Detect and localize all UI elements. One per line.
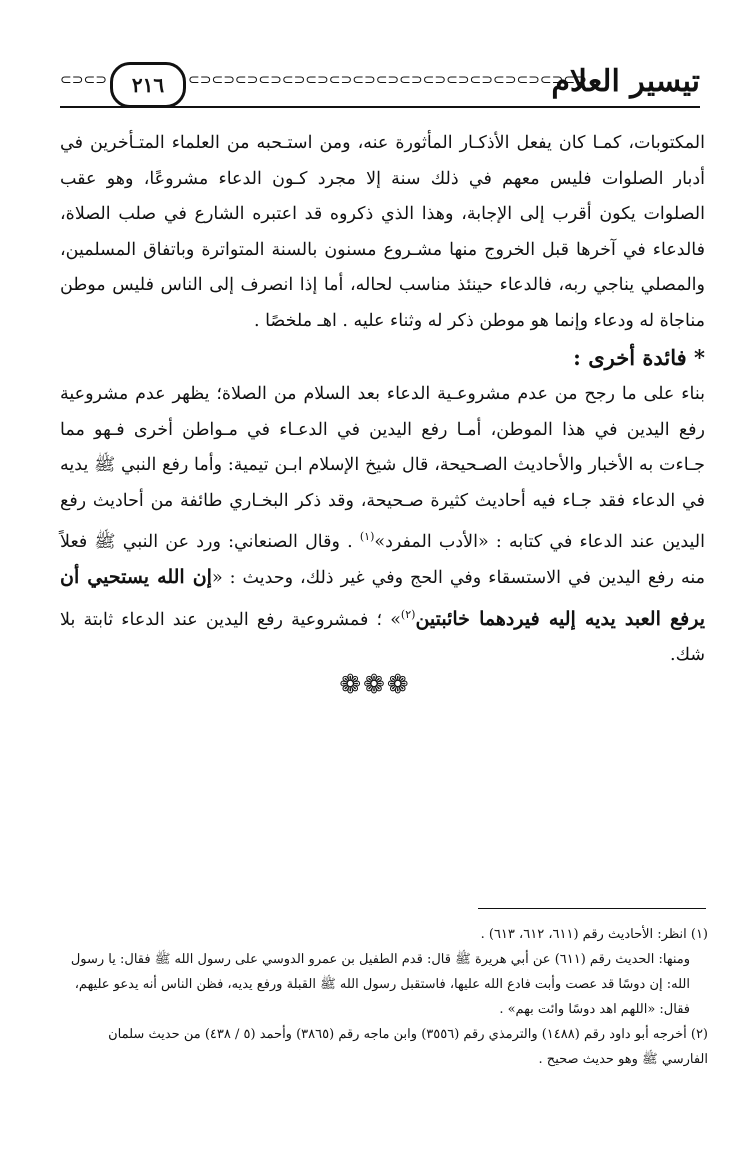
paragraph-2-part-c: » ؛ فمشروعية رفع اليدين عند الدعاء ثابتة بلا شك. [60,609,705,666]
footnote-rule [478,908,706,909]
footnote-ref-2: (٢) [400,607,416,621]
hadith-quote: إن الله يستحيي أن يرفع العبد يديه إليه فيردهما خائبتين [60,566,705,630]
header-ornament-left: ⊂⊃⊂⊃ [60,72,107,88]
footnote-ref-1: (١) [359,530,375,543]
paragraph-2-part-a: بناء على ما رجح من عدم مشروعـية الدعاء بعد السلام من الصلاة؛ يظهر عدم مشروعية رفع اليدين في هذا الموطن، أمـا رفع اليدين في الدعـاء في مـواطن أخرى فـهو مما جـاءت به الأخبار والأحاديث الصـحيحة، قال شيخ الإسلام ابـن تيمية: وأما رفع النبي ﷺ يديه في الدعاء فقد جـاء فيه أحاديث كثيرة صـحيحة، وقد ذكر البخـاري طائفة من أحاديث رفع اليدين عند الدعاء في كتابه : «الأدب المفرد» [60,384,706,552]
running-title: تيسير العلام [551,64,700,99]
paragraph-2-part-b: . وقال الصنعاني: ورد عن النبي ﷺ فعلاً منه رفع اليدين في الاستسقاء وفي الحج وفي غير ذلك، وحديث : « [60,531,705,589]
footnote-2: (٢) أخرجه أبو داود رقم (١٤٨٨) والترمذي رقم (٣٥٥٦) وابن ماجه رقم (٣٨٦٥) وأحمد (٥ / ٤٣٨) من حديث سلمان الفارسي ﷺ وهو حديث صحيح . [108,1027,708,1067]
main-text [60,126,705,674]
page-number: ٢١٦ [110,62,186,108]
section-heading: * فائدة أخرى : [573,345,705,370]
section-divider-ornament: ❁❁❁ [339,670,411,700]
paragraph-2 [60,377,705,674]
footnotes [60,922,708,1072]
footnote-1-detail: ومنها: الحديث رقم (٦١١) عن أبي هريرة ﷺ قال: قدم الطفيل بن عمرو الدوسي على رسول الله ﷺ فقال: يا رسول الله: إن دوسًا قد عصت وأبت فادع الله عليها، فاستقبل رسول الله ﷺ القبلة ورفع يديه، فظن الناس أنه يدعو عليهم، فقال: «اللهم اهد دوسًا وائت بهم» . [70,952,690,1017]
footnote-1: (١) انظر: الأحاديث رقم (٦١١، ٦١٢، ٦١٣) . [480,927,708,942]
header-ornament-band: ⊂⊃⊂⊃⊂⊃⊂⊃⊂⊃⊂⊃⊂⊃⊂⊃⊂⊃⊂⊃⊂⊃⊂⊃⊂⊃⊂⊃⊂⊃⊂⊃⊂⊃ [188,72,587,88]
paragraph-1: المكتوبات، كمـا كان يفعل الأذكـار المأثورة عنه، ومن استـحبه من العلماء المتـأخرين في أدبار الصلوات فليس معهم في ذلك سنة إلا مجرد كـون الدعاء مشروعًا، وهو عقب الصلوات يكون أقرب إلى الإجابة، وهذا الذي ذكروه قد اعتبره الشارع في صلب الصلاة، فالدعاء في آخرها قبل الخروج منها مشـروع مسنون بالسنة المتواترة وباتفاق المسلمين، والمصلي يناجي ربه، فالدعاء حينئذ مناسب لحاله، أما إذا انصرف إلى الناس فليس موطن مناجاة له ودعاء وإنما هو موطن ذكر له وثناء عليه . اهـ ملخصًا . [60,133,705,331]
page-header [60,62,700,114]
header-rule [60,106,700,108]
